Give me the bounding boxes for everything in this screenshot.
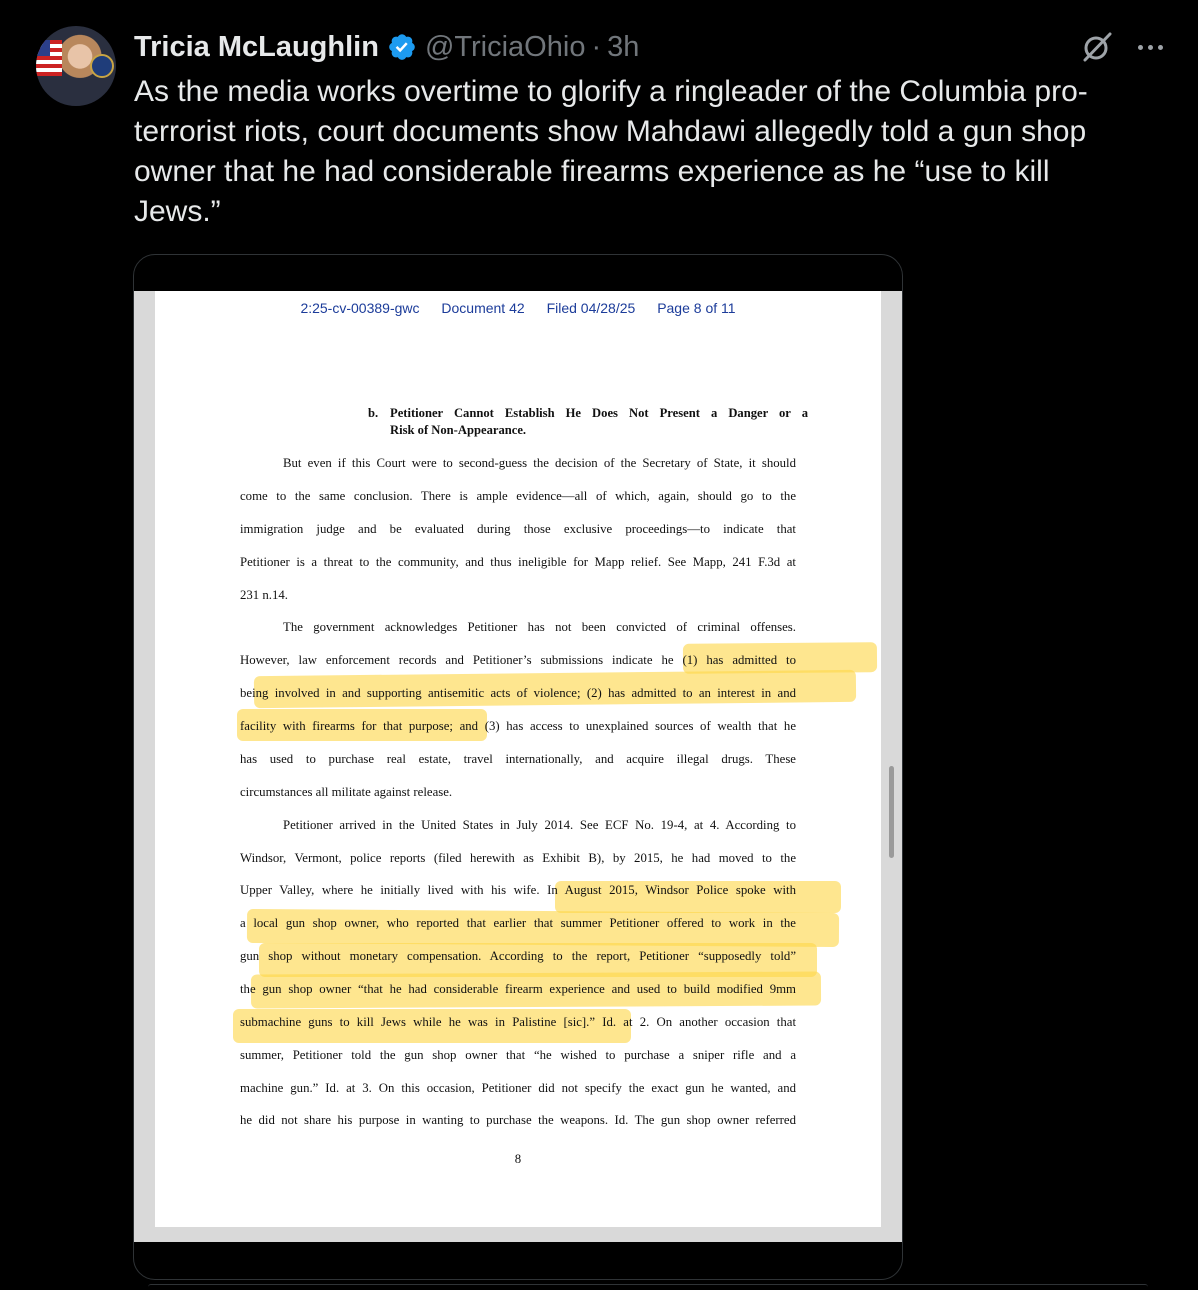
heading-line-1: Petitioner Cannot Establish He Does Not Present a Danger or a [390,406,808,420]
author-handle[interactable]: @TriciaOhio [424,30,586,63]
separator-dot: · [591,30,602,63]
body-line: facility with firearms for that purpose; and (3) has access to unexplained sources of wealth that he [240,719,796,733]
body-line: being involved in and supporting antisemitic acts of violence; (2) has admitted to an interest in and [240,686,796,700]
heading-line-2: Risk of Non-Appearance. [390,423,527,437]
body-line: immigration judge and be evaluated during those exclusive proceedings—to indicate that [240,522,796,536]
body-line: But even if this Court were to second-guess the decision of the Secretary of State, it should [283,456,796,470]
page-indicator: Page 8 of 11 [657,300,736,316]
next-item-edge [148,1284,1148,1287]
body-line: Upper Valley, where he initially lived with his wife. In August 2015, Windsor Police spoke with [240,883,796,897]
heading-letter: b. [368,406,379,420]
body-line: has used to purchase real estate, travel internationally, and acquire illegal drugs. These [240,752,796,766]
case-number: 2:25-cv-00389-gwc [300,300,420,316]
post-image[interactable] [133,254,903,1280]
flag-graphic [36,40,62,76]
body-line: The government acknowledges Petitioner has not been convicted of criminal offenses. [283,620,796,634]
more-options-icon[interactable] [1132,30,1168,64]
body-line: However, law enforcement records and Petitioner’s submissions indicate he (1) has admitted to [240,653,796,667]
body-line: 231 n.14. [240,588,288,602]
author-name[interactable]: Tricia McLaughlin [134,30,379,63]
post-header [134,27,639,67]
document-header [155,300,881,316]
page-number: 8 [514,1152,522,1166]
seal-graphic [90,54,114,78]
body-line: summer, Petitioner told the gun shop owner that “he wished to purchase a sniper rifle and a [240,1048,796,1062]
body-line: a local gun shop owner, who reported that earlier that summer Petitioner offered to work in the [240,916,796,930]
post-text: As the media works overtime to glorify a ringleader of the Columbia pro-terrorist riots, court documents show Mahdawi allegedly told a gun shop owner that he had considerable firearms experience as he “use to kill Jews.” [134,75,1088,228]
author-avatar[interactable] [36,26,116,106]
body-line: he did not share his purpose in wanting to purchase the weapons. Id. The gun shop owner referred [240,1113,796,1127]
document-page [155,291,881,1227]
body-line: Petitioner is a threat to the community, and thus ineligible for Mapp relief. See Mapp, 241 F.3d at [240,555,796,569]
filed-date: Filed 04/28/25 [546,300,636,316]
document-viewer [134,291,902,1242]
document-number: Document 42 [441,300,525,316]
post-timestamp[interactable]: 3h [607,30,640,63]
scrollbar[interactable] [889,766,894,858]
body-line: come to the same conclusion. There is ample evidence—all of which, again, should go to the [240,489,796,503]
body-line: Windsor, Vermont, police reports (filed herewith as Exhibit B), by 2015, he had moved to the [240,851,796,865]
body-line: circumstances all militate against release. [240,785,453,799]
body-line: machine gun.” Id. at 3. On this occasion, Petitioner did not specify the exact gun he wanted, and [240,1081,796,1095]
body-line: the gun shop owner “that he had considerable firearm experience and used to build modified 9mm [240,982,796,996]
grok-icon[interactable] [1080,30,1114,64]
verified-badge-icon [387,32,417,62]
body-line: submachine guns to kill Jews while he was in Palistine [sic].” Id. at 2. On another occasion that [240,1015,796,1029]
body-line: Petitioner arrived in the United States in July 2014. See ECF No. 19-4, at 4. According to [283,818,796,832]
body-line: gun shop without monetary compensation. According to the report, Petitioner “supposedly told” [240,949,796,963]
